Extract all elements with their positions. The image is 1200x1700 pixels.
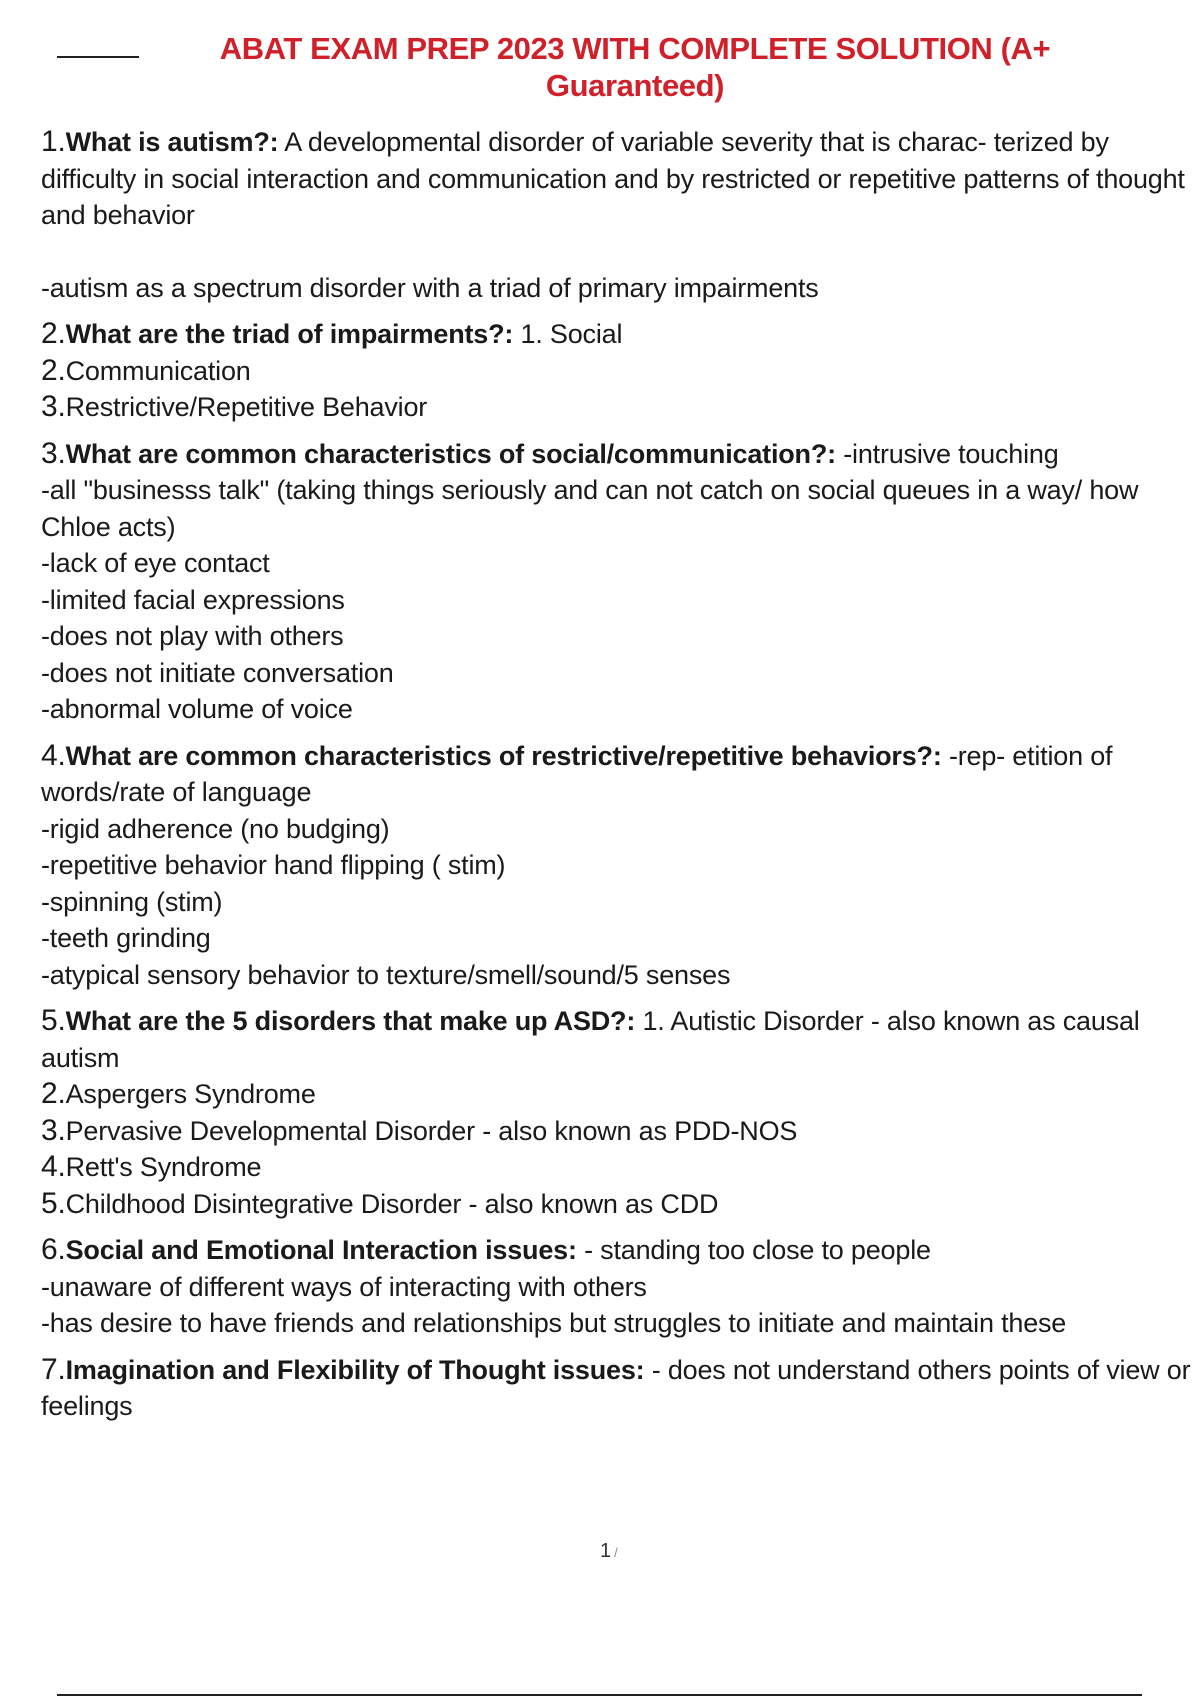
- answer-line: [41, 1186, 1191, 1223]
- answer-line: -autism as a spectrum disorder with a triad of primary impairments: [41, 272, 819, 303]
- header-rule: [57, 56, 139, 58]
- answer-text: 1. Social: [520, 319, 623, 349]
- question-text: Social and Emotional Interaction issues:: [65, 1235, 577, 1265]
- question-text: Imagination and Flexibility of Thought issues:: [65, 1354, 645, 1385]
- spacer: [41, 234, 1191, 270]
- answer-text: -rep- etition of words/rate of language: [41, 740, 1113, 807]
- list-text: Communication: [65, 355, 251, 386]
- answer-line: -spinning (stim): [41, 886, 223, 917]
- list-number: 4.: [41, 1150, 66, 1183]
- list-text: Restrictive/Repetitive Behavior: [65, 392, 428, 422]
- answer-text: A developmental disorder of variable severity that is charac- terized by difficulty in social interaction and communication and by restricted or repetitive patterns of thought and behavior: [41, 127, 1185, 230]
- question-text: What are the 5 disorders that make up ASD?:: [65, 1006, 636, 1036]
- page-number: [600, 1540, 618, 1563]
- question-7: [41, 1352, 1191, 1425]
- list-text: Aspergers Syndrome: [65, 1079, 316, 1109]
- question-text: What are the triad of impairments?:: [65, 319, 514, 349]
- question-3: [41, 436, 1191, 728]
- list-number: 3.: [41, 1113, 66, 1147]
- list-number: 5.: [41, 1186, 66, 1220]
- answer-line: -rigid adherence (no budging): [41, 813, 390, 844]
- answer-line: -limited facial expressions: [41, 584, 345, 615]
- list-number: 3.: [41, 390, 66, 423]
- question-number: 7.: [41, 1352, 66, 1386]
- question-number: 3.: [41, 436, 66, 470]
- answer-line: [41, 353, 1191, 390]
- answer-line: [41, 1113, 1191, 1150]
- page-separator: /: [614, 1545, 618, 1560]
- list-number: 2.: [41, 1077, 66, 1110]
- question-number: 5.: [41, 1004, 66, 1037]
- page-number-value: 1: [600, 1540, 612, 1562]
- document-title: ABAT EXAM PREP 2023 WITH COMPLETE SOLUTION (A+ Guaranteed): [219, 31, 1051, 103]
- question-number: 4.: [41, 738, 66, 772]
- question-5: [41, 1003, 1191, 1222]
- question-2: [41, 316, 1191, 426]
- question-4: [41, 738, 1191, 994]
- answer-text: - does not understand others points of view or feelings: [41, 1354, 1191, 1421]
- question-1: [41, 124, 1191, 306]
- answer-line: [41, 1076, 1191, 1113]
- question-6: [41, 1232, 1191, 1342]
- answer-line: -abnormal volume of voice: [41, 694, 353, 724]
- answer-text: - standing too close to people: [584, 1235, 931, 1265]
- document-body: [41, 124, 1191, 1435]
- answer-line: -has desire to have friends and relationships but struggles to initiate and maintain these: [41, 1308, 1067, 1338]
- answer-line: -does not initiate conversation: [41, 657, 394, 688]
- question-text: What are common characteristics of restrictive/repetitive behaviors?:: [65, 740, 942, 771]
- answer-line: -teeth grinding: [41, 923, 211, 953]
- question-number: 2.: [41, 317, 66, 350]
- list-text: Rett's Syndrome: [65, 1152, 262, 1182]
- list-text: Pervasive Developmental Disorder - also known as PDD-NOS: [65, 1115, 798, 1146]
- question-text: What is autism?:: [65, 127, 279, 157]
- question-text: What are common characteristics of social/communication?:: [65, 438, 836, 469]
- question-number: 1.: [41, 125, 66, 158]
- answer-line: -atypical sensory behavior to texture/smell/sound/5 senses: [41, 959, 731, 990]
- answer-text: 1. Autistic Disorder - also known as causal autism: [41, 1006, 1140, 1073]
- answer-line: -repetitive behavior hand flipping ( stim): [41, 850, 506, 880]
- answer-line: -lack of eye contact: [41, 548, 270, 578]
- list-text: Childhood Disintegrative Disorder - also known as CDD: [65, 1188, 719, 1219]
- answer-text: -intrusive touching: [843, 438, 1059, 469]
- answer-line: -unaware of different ways of interacting with others: [41, 1271, 647, 1302]
- list-number: 2.: [41, 353, 66, 387]
- answer-line: -does not play with others: [41, 621, 344, 651]
- answer-line: [41, 1149, 1191, 1186]
- footer-rule: [57, 1694, 1142, 1696]
- question-number: 6.: [41, 1233, 66, 1266]
- answer-line: -all "businesss talk" (taking things seriously and can not catch on social queues in a way/ how Chloe acts): [41, 475, 1139, 542]
- answer-line: [41, 389, 1191, 426]
